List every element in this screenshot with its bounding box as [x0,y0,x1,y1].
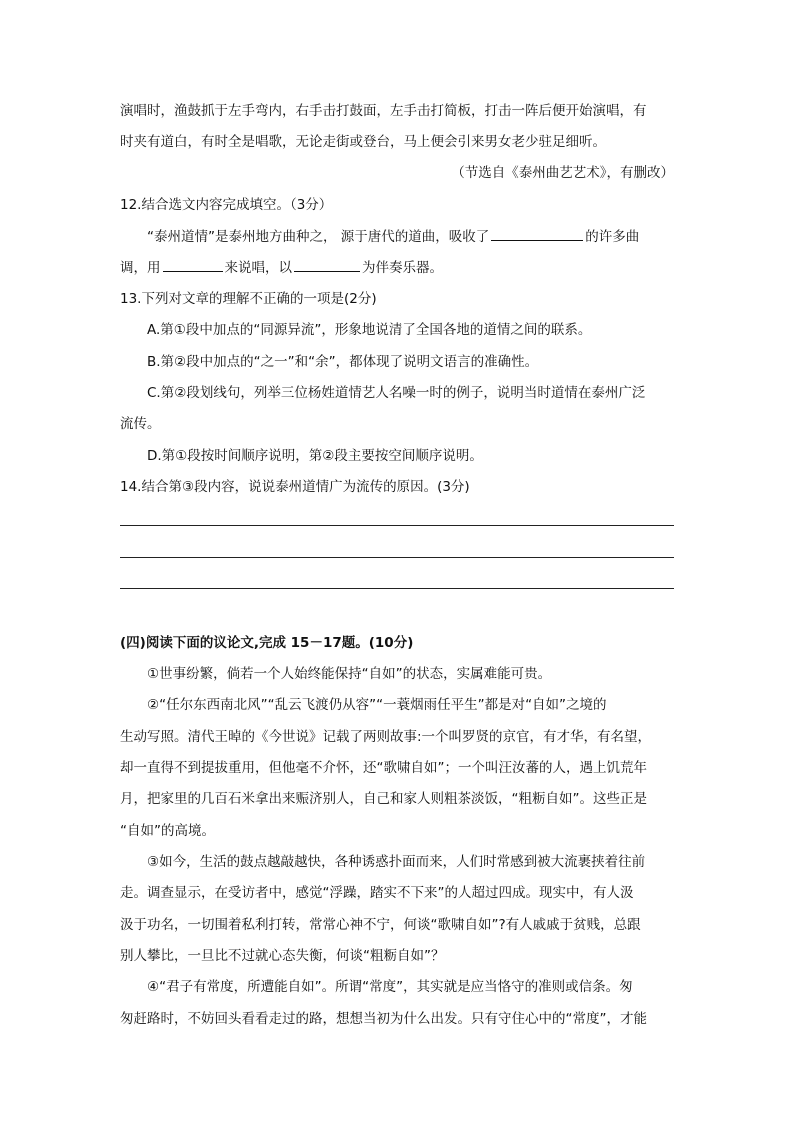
answer-blank-1[interactable] [491,226,583,241]
fill-text: 调，用 [120,260,161,276]
question-13-option-c: C.第②段划线句，列举三位杨姓道情艺人名噪一时的例子，说明当时道情在泰州广泛 [147,385,646,401]
question-13-option-c-cont: 流传。 [120,416,161,432]
answer-blank-2[interactable] [163,257,223,272]
fill-text: 为伴奏乐器。 [362,260,443,276]
essay-line: 月，把家里的几百石米拿出来赈济别人，自己和家人则粗茶淡饭，“粗粝自如”。这些正是 [120,791,647,807]
question-13-option-d: D.第①段按时间顺序说明，第②段主要按空间顺序说明。 [147,448,483,464]
fill-text: 来说唱，以 [224,260,292,276]
question-12-title: 12.结合选文内容完成填空。（3分） [120,197,333,213]
essay-paragraph-2: ②“任尔东西南北风”“乱云飞渡仍从容”“一蓑烟雨任平生”都是对“自如”之境的 [147,697,607,713]
question-13-option-b: B.第②段中加点的“之一”和“余”，都体现了说明文语言的准确性。 [147,354,539,370]
essay-line: 别人攀比，一旦比不过就心态失衡，何谈“粗粝自如”？ [120,948,445,964]
answer-blank-3[interactable] [294,257,360,272]
essay-paragraph-4: ④“君子有常度，所遭能自如”。所谓“常度”，其实就是应当恪守的准则或信条。匆 [147,979,633,995]
essay-line: 走。调查显示，在受访者中，感觉“浮躁，踏实不下来”的人超过四成。现实中，有人汲 [120,885,634,901]
essay-paragraph-1: ①世事纷繁，倘若一个人始终能保持“自如”的状态，实属难能可贵。 [147,666,552,682]
passage-line: 时夹有道白，有时全是唱歌，无论走街或登台，马上便会引来男女老少驻足细听。 [120,134,606,150]
section-4-heading: (四)阅读下面的议论文,完成 15－17题。(10分) [120,635,414,651]
essay-line: “自如”的高境。 [120,823,215,839]
answer-line-3[interactable] [120,588,674,589]
essay-line: 汲于功名，一切围着私利打转，常常心神不宁，何谈“歌啸自如”?有人戚戚于贫贱，总跟 [120,917,641,933]
fill-text: “泰州道情”是泰州地方曲种之， 源于唐代的道曲，吸收了 [147,229,490,245]
question-13-title: 13.下列对文章的理解不正确的一项是(2分) [120,291,377,307]
answer-line-1[interactable] [120,525,674,526]
question-13-option-a: A.第①段中加点的“同源异流”，形象地说清了全国各地的道情之间的联系。 [147,322,592,338]
essay-line: 生动写照。清代王晫的《今世说》记载了两则故事:一个叫罗贤的京官，有才华，有名望， [120,729,652,745]
answer-line-2[interactable] [120,557,674,558]
question-12-fill-line-1 [147,226,639,247]
passage-source: （节选自《泰州曲艺艺术》，有删改） [451,165,674,181]
essay-line: 匆赶路时，不妨回头看看走过的路，想想当初为什么出发。只有守住心中的“常度”，才能 [120,1011,647,1027]
fill-text: 的许多曲 [585,229,640,245]
essay-line: 却一直得不到提拔重用，但他毫不介怀，还“歌啸自如”；一个叫汪汝蕃的人，遇上饥荒年 [120,760,647,776]
question-14-title: 14.结合第③段内容，说说泰州道情广为流传的原因。(3分) [120,479,470,495]
question-12-fill-line-2 [120,257,443,278]
passage-line: 演唱时，渔鼓抓于左手弯内，右手击打鼓面，左手击打简板，打击一阵后便开始演唱，有 [120,103,647,119]
essay-paragraph-3: ③如今，生活的鼓点越敲越快，各种诱惑扑面而来，人们时常感到被大流裹挟着往前 [147,854,646,870]
